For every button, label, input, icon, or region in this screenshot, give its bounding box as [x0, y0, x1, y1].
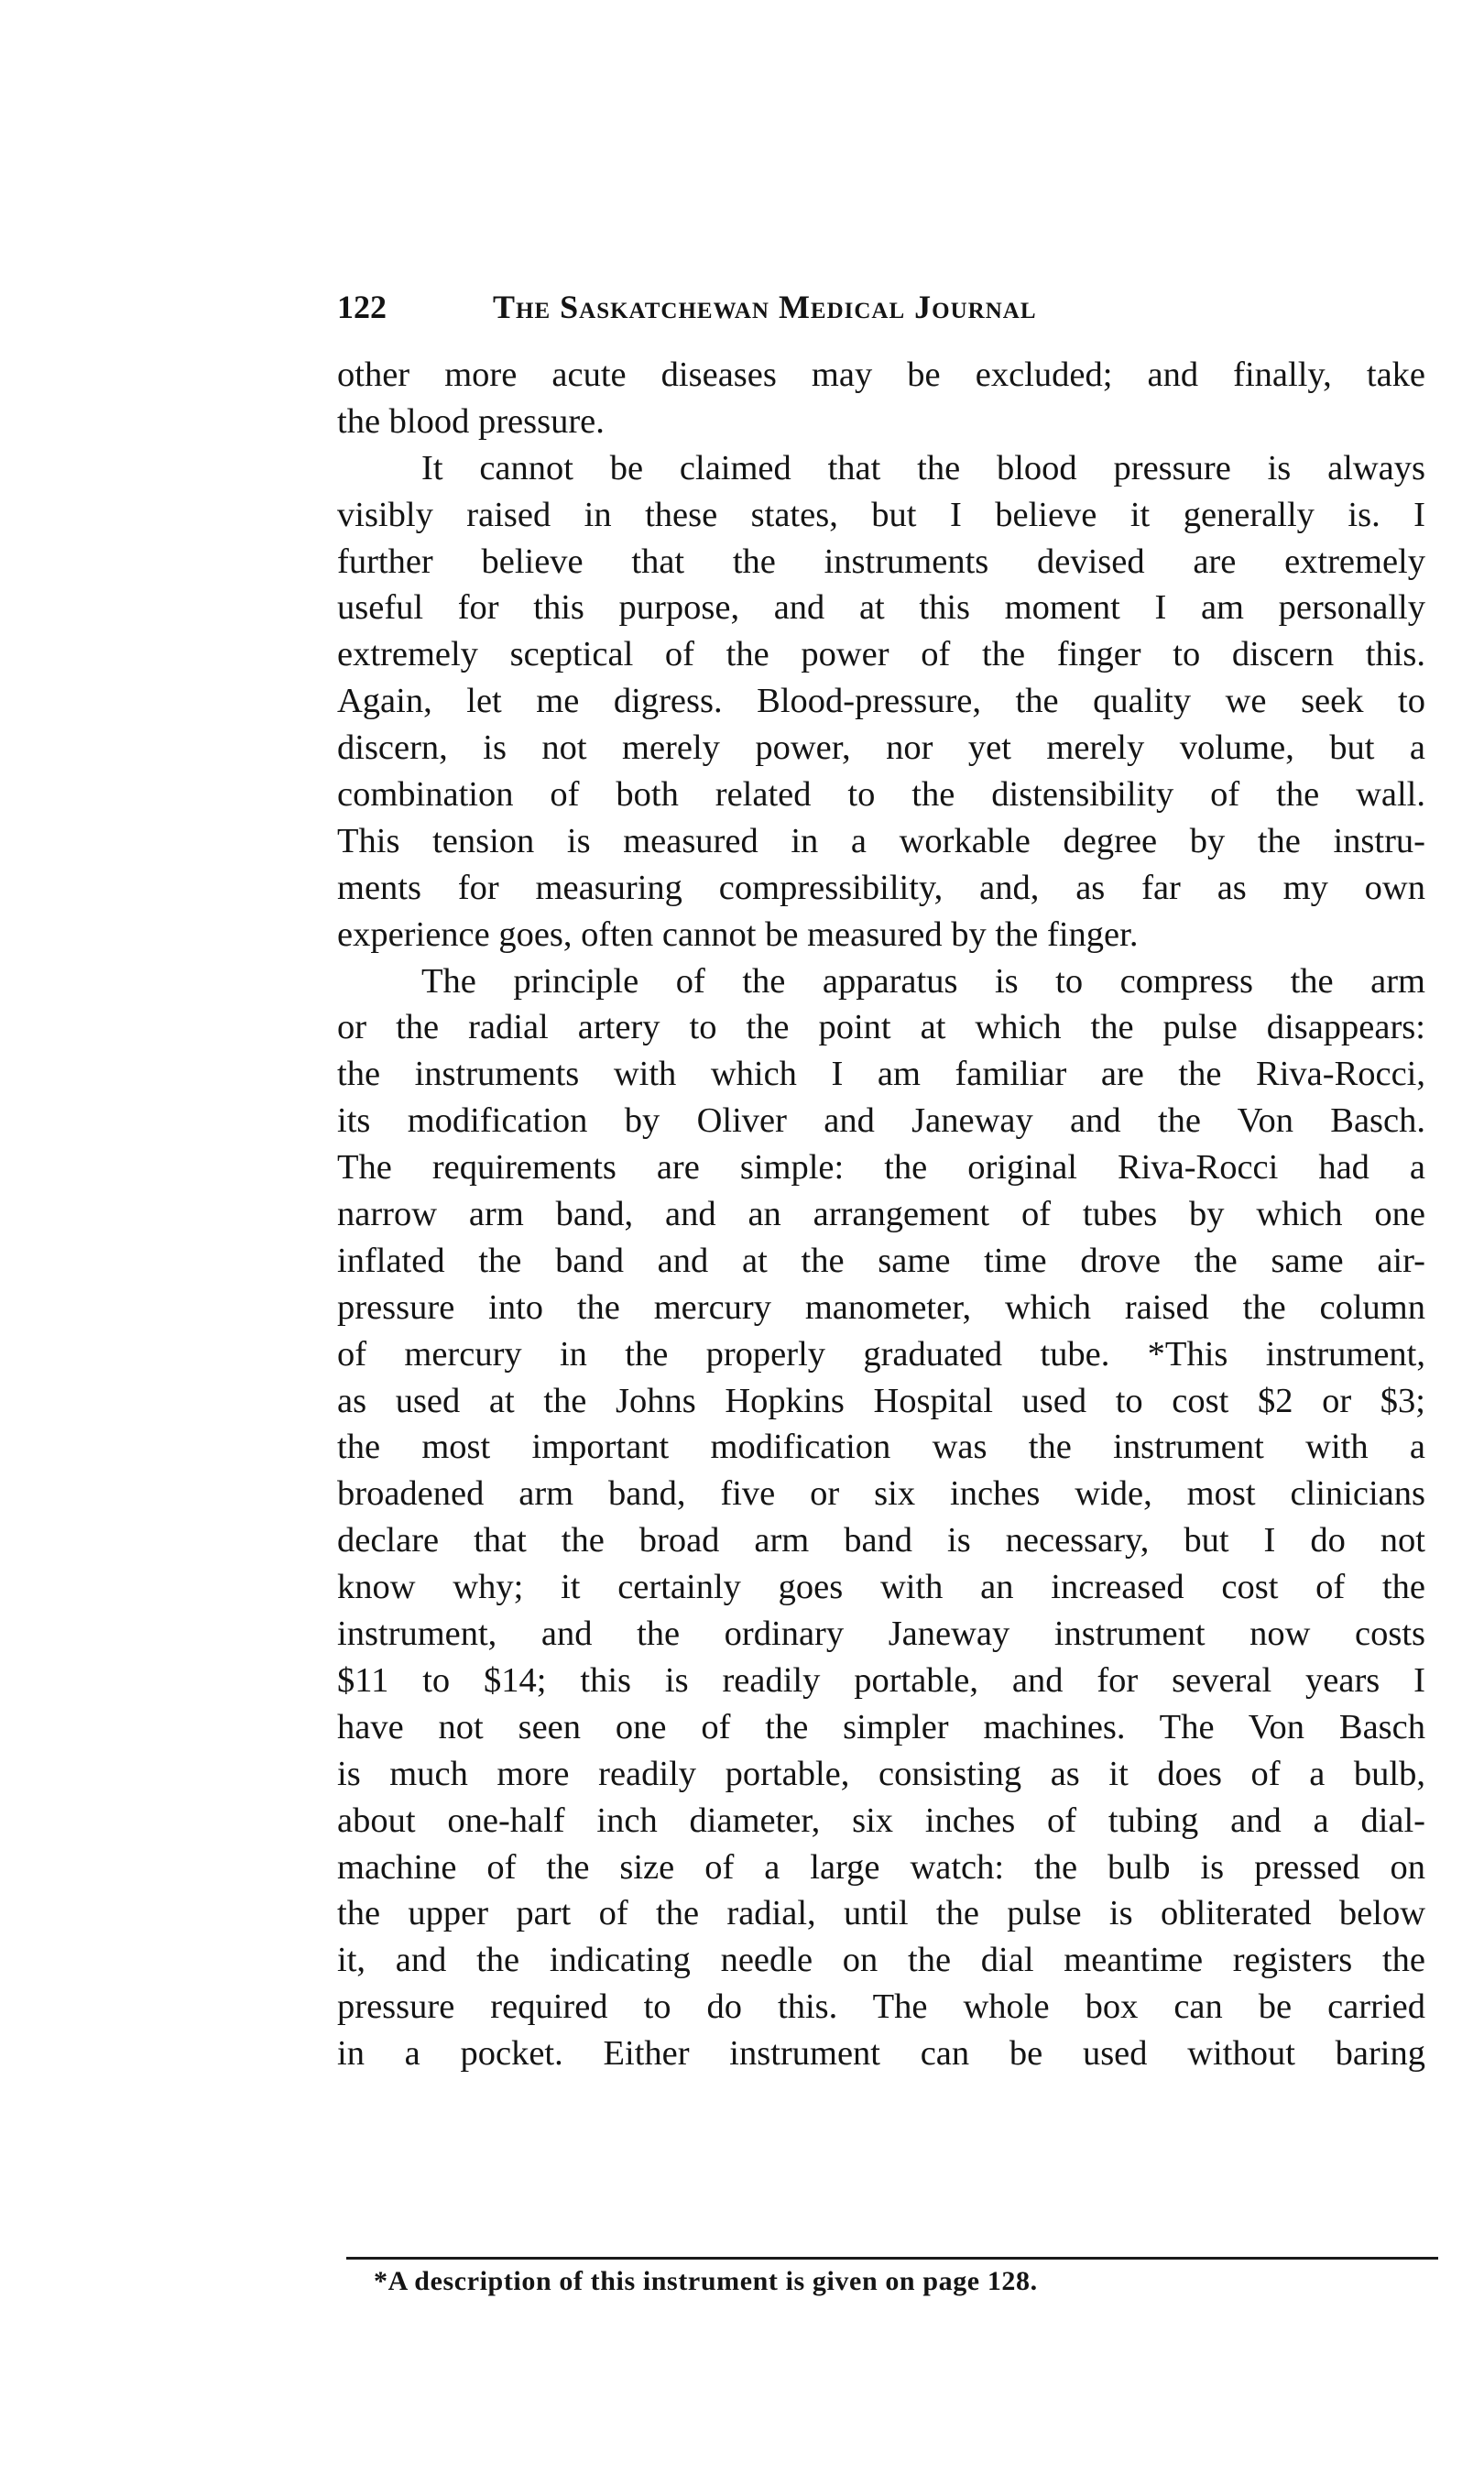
text-line: instrument, and the ordinary Janeway instrument now costs: [337, 1615, 1425, 1654]
text-line: pressure required to do this. The whole box can be carried: [337, 1987, 1425, 2027]
text-line: ments for measuring compressibility, and, as far as my own: [337, 868, 1425, 907]
text-line: declare that the broad arm band is necessary, but I do not: [337, 1521, 1425, 1560]
text-line: in a pocket. Either instrument can be used without baring: [337, 2034, 1425, 2074]
text-line: The requirements are simple: the original Riva-Rocci had a: [337, 1148, 1425, 1188]
text-line: extremely sceptical of the power of the finger to discern this.: [337, 635, 1425, 674]
text-line: experience goes, often cannot be measured by the finger.: [337, 914, 1139, 954]
body-text: [337, 352, 1425, 2077]
text-line: the most important modification was the instrument with a: [337, 1428, 1425, 1467]
text-line: $11 to $14; this is readily portable, and for several years I: [337, 1660, 1425, 1700]
running-head: [337, 275, 1436, 339]
text-line: know why; it certainly goes with an increased cost of the: [337, 1568, 1425, 1607]
text-line: The principle of the apparatus is to compress the arm: [421, 961, 1425, 1001]
text-line: It cannot be claimed that the blood pressure is always: [421, 448, 1425, 487]
text-line: its modification by Oliver and Janeway and the Von Basch.: [337, 1101, 1425, 1141]
text-line: of mercury in the properly graduated tube. *This instrument,: [337, 1334, 1425, 1374]
text-line: have not seen one of the simpler machines. The Von Basch: [337, 1707, 1425, 1746]
text-line: Again, let me digress. Blood-pressure, the quality we seek to: [337, 682, 1425, 721]
text-line: the blood pressure.: [337, 401, 605, 441]
footnote-rule: [346, 2257, 1438, 2260]
footnote: *A description of this instrument is given on page 128.: [374, 2266, 1038, 2296]
text-line: broadened arm band, five or six inches wide, most clinicians: [337, 1474, 1425, 1514]
text-line: other more acute diseases may be excluded; and finally, take: [337, 356, 1425, 394]
journal-title: The Saskatchewan Medical Journal: [493, 289, 1037, 325]
text-line: the upper part of the radial, until the pulse is obliterated below: [337, 1894, 1425, 1933]
text-line: is much more readily portable, consisting as it does of a bulb,: [337, 1754, 1425, 1793]
text-line: pressure into the mercury manometer, which raised the column: [337, 1287, 1425, 1327]
text-line: it, and the indicating needle on the dial meantime registers the: [337, 1941, 1425, 1980]
text-line: useful for this purpose, and at this moment I am personally: [337, 588, 1425, 628]
text-line: inflated the band and at the same time drove the same air-: [337, 1241, 1425, 1280]
text-line: machine of the size of a large watch: the bulb is pressed on: [337, 1847, 1425, 1887]
text-line: further believe that the instruments devised are extremely: [337, 542, 1425, 581]
text-line: the instruments with which I am familiar are the Riva-Rocci,: [337, 1055, 1425, 1094]
text-line: combination of both related to the distensibility of the wall.: [337, 775, 1425, 815]
text-line: narrow arm band, and an arrangement of tubes by which one: [337, 1195, 1425, 1234]
text-line: This tension is measured in a workable degree by the instru-: [337, 821, 1425, 860]
text-line: visibly raised in these states, but I believe it generally is. I: [337, 495, 1425, 534]
page-number: 122: [337, 289, 387, 325]
text-line: about one-half inch diameter, six inches of tubing and a dial-: [337, 1801, 1425, 1840]
text-line: as used at the Johns Hopkins Hospital used to cost $2 or $3;: [337, 1381, 1425, 1420]
text-line: or the radial artery to the point at which the pulse disappears:: [337, 1008, 1425, 1047]
text-line: discern, is not merely power, nor yet merely volume, but a: [337, 728, 1425, 768]
